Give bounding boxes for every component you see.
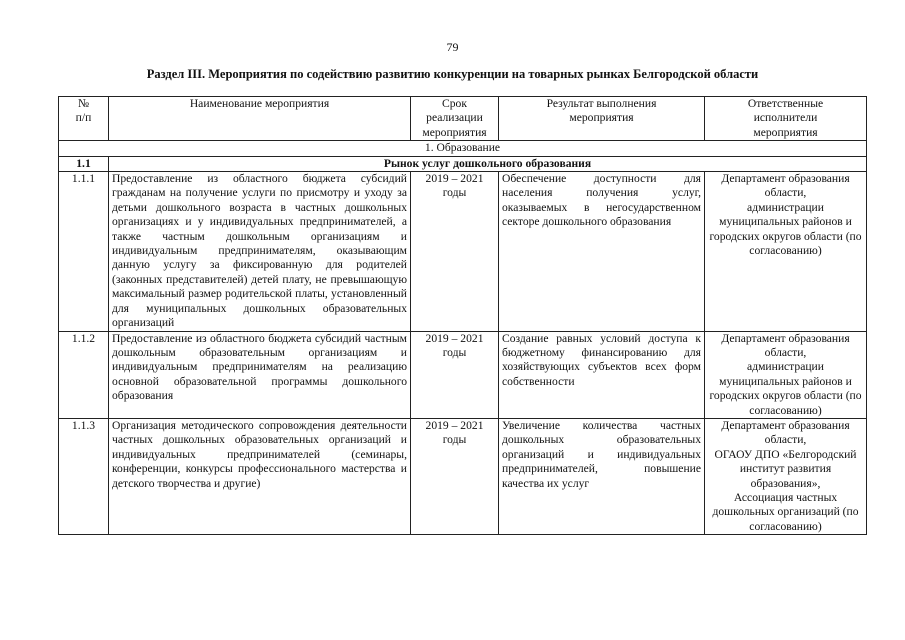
row-name: Организация методического сопровождения деятельности частных дошкольных образовательных организаций и индивидуальных предпринимателей (семинары, конференции, конкурсы профессионального мастерства и детского творчества и другие) xyxy=(109,418,411,534)
table-row xyxy=(59,418,867,534)
row-num: 1.1.3 xyxy=(59,418,109,534)
page-number: 79 xyxy=(446,40,459,54)
row-term: 2019 – 2021 годы xyxy=(411,418,499,534)
row-term: 2019 – 2021 годы xyxy=(411,331,499,418)
row-num: 1.1.2 xyxy=(59,331,109,418)
row-name: Предоставление из областного бюджета субсидий частным дошкольным образовательным организациям и индивидуальным предпринимателям на реализацию основной образовательной программы дошкольного образования xyxy=(109,331,411,418)
subsection-num: 1.1 xyxy=(59,156,109,171)
section-row xyxy=(59,141,867,156)
header-result: Результат выполнения мероприятия xyxy=(499,97,705,141)
header-num: № п/п xyxy=(59,97,109,141)
subsection-row xyxy=(59,156,867,171)
header-name: Наименование мероприятия xyxy=(109,97,411,141)
subsection-title: Рынок услуг дошкольного образования xyxy=(109,156,867,171)
row-name: Предоставление из областного бюджета субсидий гражданам на получение услуги по присмотру и уходу за детьми дошкольного возраста в частных дошкольных организациях и у индивидуальных предпринимателей, а также частным дошкольным организациям и индивидуальным предпринимателям, оказывающим данную услугу за фиксированную для родителей (законных представителей) детей плату, не превышающую максимальный размер родительской платы, установленный для муниципальных дошкольных образовательных организаций xyxy=(109,172,411,331)
row-result: Обеспечение доступности для населения получения услуг, оказываемых в негосударственном секторе дошкольного образования xyxy=(499,172,705,331)
section-row-title: 1. Образование xyxy=(59,141,867,156)
header-term: Срок реализации мероприятия xyxy=(411,97,499,141)
measures-table xyxy=(58,96,867,535)
row-result: Увеличение количества частных дошкольных образовательных организаций и индивидуальных предпринимателей, повышение качества их услуг xyxy=(499,418,705,534)
row-result: Создание равных условий доступа к бюджетному финансированию для хозяйствующих субъектов всех форм собственности xyxy=(499,331,705,418)
row-num: 1.1.1 xyxy=(59,172,109,331)
section-title: Раздел III. Мероприятия по содействию развитию конкуренции на товарных рынках Белгородской области xyxy=(146,67,759,81)
table-row xyxy=(59,172,867,331)
row-responsible: Департамент образования области, администрации муниципальных районов и городских округов области (по согласованию) xyxy=(705,172,867,331)
table-header-row xyxy=(59,97,867,141)
table-row xyxy=(59,331,867,418)
row-responsible: Департамент образования области, администрации муниципальных районов и городских округов области (по согласованию) xyxy=(705,331,867,418)
row-term: 2019 – 2021 годы xyxy=(411,172,499,331)
row-responsible: Департамент образования области, ОГАОУ ДПО «Белгородский институт развития образования», Ассоциация частных дошкольных организаций (по согласованию) xyxy=(705,418,867,534)
header-responsible: Ответственные исполнители мероприятия xyxy=(705,97,867,141)
